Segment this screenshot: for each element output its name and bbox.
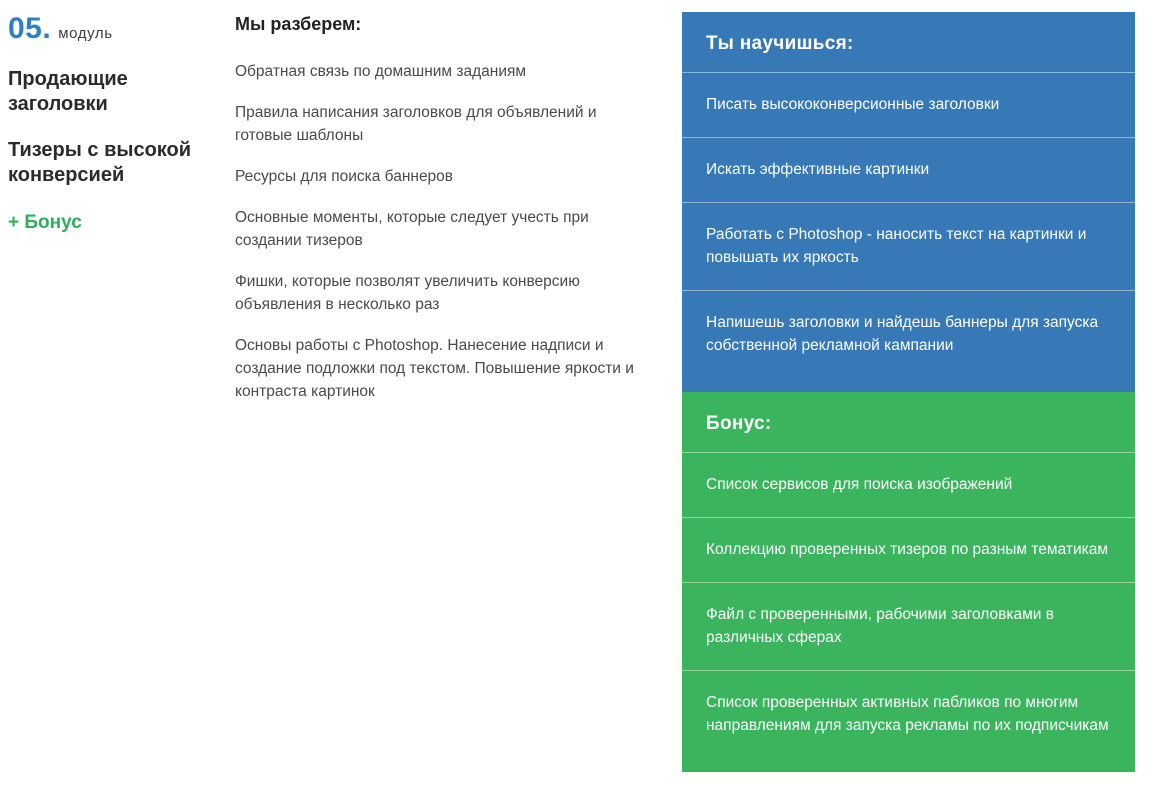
module-number: 05. bbox=[8, 12, 52, 45]
bonus-panel-item: Файл с проверенными, рабочими заголовками в различных сферах bbox=[682, 582, 1135, 670]
module-title-teasers: Тизеры с высокой конверсией bbox=[8, 139, 192, 186]
module-title-selling-headlines: Продающие заголовки bbox=[8, 68, 128, 115]
list-item: Основы работы с Photoshop. Нанесение надписи и создание подложки под текстом. Повышение яркости и контраста картинок bbox=[235, 337, 634, 400]
learn-panel-heading: Ты научишься: bbox=[706, 33, 854, 54]
outcomes-panel bbox=[682, 12, 1135, 772]
module-label: модуль bbox=[58, 25, 113, 42]
learn-panel-item: Напишешь заголовки и найдешь баннеры для запуска собственной рекламной кампании bbox=[682, 290, 1135, 392]
contents-heading: Мы разберем: bbox=[235, 14, 362, 34]
learn-panel-item: Искать эффективные картинки bbox=[682, 137, 1135, 202]
bonus-panel-item: Список проверенных активных пабликов по многим направлениям для запуска рекламы по их подписчикам bbox=[682, 670, 1135, 772]
list-item: Основные моменты, которые следует учесть при создании тизеров bbox=[235, 209, 589, 249]
contents-list bbox=[235, 60, 635, 403]
list-item: Ресурсы для поиска баннеров bbox=[235, 168, 454, 185]
module-sidebar bbox=[8, 12, 198, 234]
module-contents bbox=[235, 14, 635, 421]
learn-panel bbox=[682, 12, 1135, 392]
bonus-link[interactable]: + Бонус bbox=[8, 212, 82, 233]
learn-panel-item: Работать с Photoshop - наносить текст на картинки и повышать их яркость bbox=[682, 202, 1135, 290]
bonus-panel-item: Список сервисов для поиска изображений bbox=[682, 452, 1135, 517]
bonus-panel bbox=[682, 392, 1135, 772]
list-item: Обратная связь по домашним заданиям bbox=[235, 63, 527, 80]
learn-panel-item: Писать высококонверсионные заголовки bbox=[682, 72, 1135, 137]
bonus-panel-heading: Бонус: bbox=[706, 413, 772, 434]
list-item: Правила написания заголовков для объявлений и готовые шаблоны bbox=[235, 104, 597, 144]
module-line bbox=[8, 12, 198, 46]
bonus-panel-item: Коллекцию проверенных тизеров по разным тематикам bbox=[682, 517, 1135, 582]
list-item: Фишки, которые позволят увеличить конверсию объявления в несколько раз bbox=[235, 273, 580, 313]
